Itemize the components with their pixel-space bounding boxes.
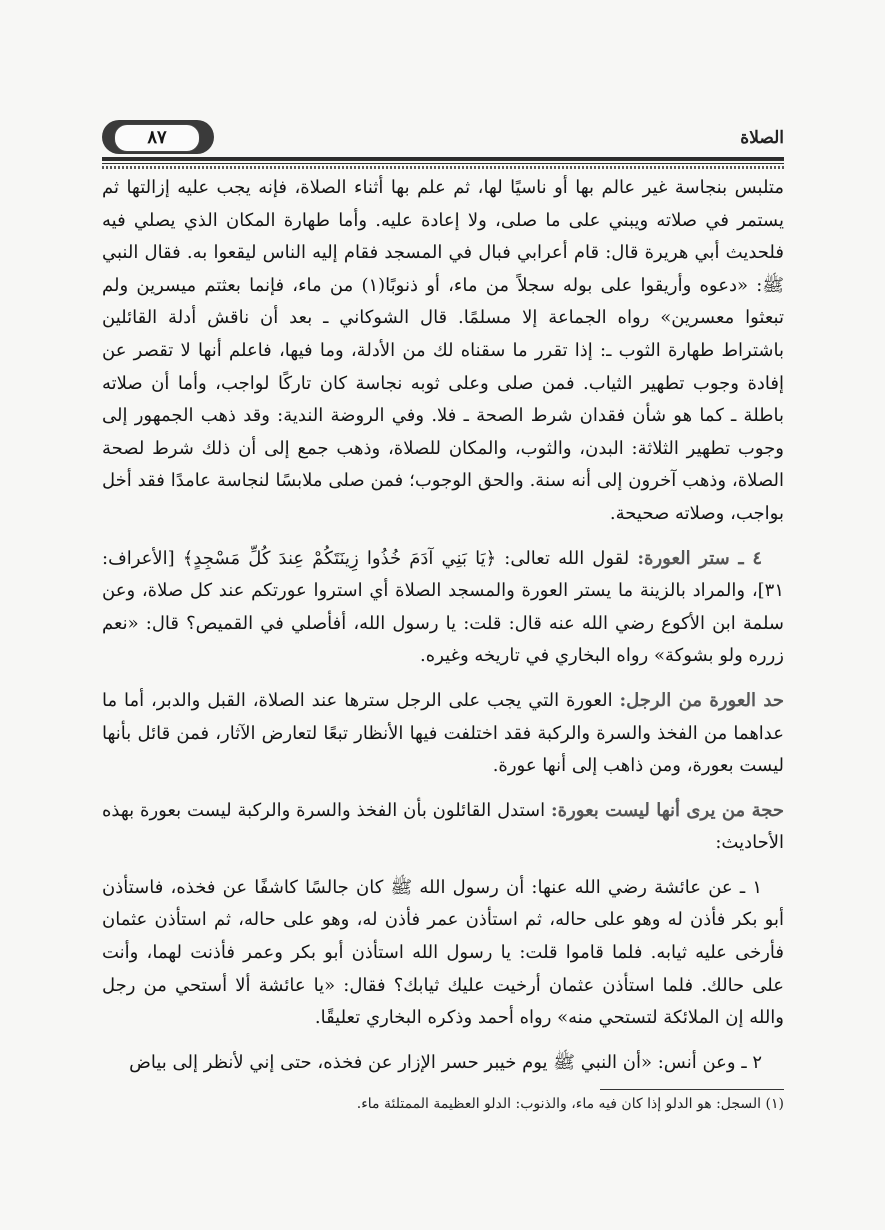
paragraph — [102, 543, 784, 673]
body-text — [102, 172, 784, 1079]
paragraph-text: ١ ـ عن عائشة رضي الله عنها: أن رسول الله ﷺ كان جالسًا كاشفًا عن فخذه، فاستأذن أبو بكر فأذن له وهو على حاله، ثم استأذن عمر فأذن له، وهو على حاله، ثم استأذن عثمان فأرخى عليه ثيابه. فلما قاموا قلت: يا رسول الله استأذن أبو بكر وعمر فأذنت لهما، وأنت على حالك. فلما استأذن عثمان أرخيت عليك ثيابك؟ فقال: «يا عائشة ألا أستحي من رجل والله إن الملائكة لتستحي منه» رواه أحمد وذكره البخاري تعليقًا. — [102, 876, 784, 1029]
footnote-divider — [600, 1089, 784, 1090]
section-heading: حد العورة من الرجل: — [619, 689, 784, 711]
paragraph — [102, 1047, 784, 1080]
section-heading: ٤ ـ ستر العورة: — [637, 547, 762, 569]
paragraph-text: لقول الله تعالى: ﴿يَا بَنِي آدَمَ خُذُوا زِينَتَكُمْ عِندَ كُلِّ مَسْجِدٍ﴾ [الأعراف: ٣١]، والمراد بالزينة ما يستر العورة والمسجد الصلاة أي استروا عورتكم عند كل صلاة، وعن سلمة ابن الأكوع رضي الله عنه قال: قلت: يا رسول الله، أفأصلي في القميص؟ قال: «نعم زرره ولو بشوكة» رواه البخاري في تاريخه وغيره. — [102, 547, 784, 667]
paragraph — [102, 795, 784, 860]
paragraph — [102, 685, 784, 783]
paragraph — [102, 172, 784, 531]
paragraph-text: متلبس بنجاسة غير عالم بها أو ناسيًا لها، ثم علم بها أثناء الصلاة، فإنه يجب عليه إزالتها ثم يستمر في صلاته ويبني على ما صلى، ولا إعادة عليه. وأما طهارة المكان الذي يصلي فيه فلحديث أبي هريرة قال: قام أعرابي فبال في المسجد فقام إليه الناس ليقعوا به. فقال النبي ﷺ: «دعوه وأريقوا على بوله سجلاً من ماء، أو ذنوبًا(١) من ماء، فإنما بعثتم ميسرين ولم تبعثوا معسرين» رواه الجماعة إلا مسلمًا. قال الشوكاني ـ بعد أن ناقش أدلة القائلين باشتراط طهارة الثوب ـ: إذا تقرر ما سقناه لك من الأدلة، وما فيها، فاعلم أنها لا تقصر عن إفادة وجوب تطهير الثياب. فمن صلى وعلى ثوبه نجاسة كان تاركًا لواجب، وأما أن صلاته باطلة ـ كما هو شأن فقدان شرط الصحة ـ فلا. وفي الروضة الندية: وقد ذهب الجمهور إلى وجوب تطهير الثلاثة: البدن، والثوب، والمكان للصلاة، وذهب جمع إلى أن ذلك شرط لصحة الصلاة، وذهب آخرون إلى أنه سنة. والحق الوجوب؛ فمن صلى ملابسًا لنجاسة عامدًا فقد أخل بواجب، وصلاته صحيحة. — [102, 177, 785, 524]
paragraph — [102, 872, 784, 1035]
header-rule-thin — [102, 163, 784, 164]
page-number-badge — [102, 120, 216, 156]
header-rule-thick — [102, 157, 784, 161]
paragraph-text: استدل القائلون بأن الفخذ والسرة والركبة ليست بعورة بهذه الأحاديث: — [102, 799, 784, 854]
paragraph-text: ٢ ـ وعن أنس: «أن النبي ﷺ يوم خيبر حسر الإزار عن فخذه، حتى إني لأنظر إلى بياض — [129, 1051, 762, 1073]
paragraph-text: العورة التي يجب على الرجل سترها عند الصلاة، القبل والدبر، أما ما عداهما من الفخذ والسرة والركبة فقد اختلفت فيها الأنظار تبعًا لتعارض الآثار، فمن قائل بأنها ليست بعورة، ومن ذاهب إلى أنها عورة. — [102, 689, 784, 777]
running-title: الصلاة — [740, 128, 784, 148]
page-number: ٨٧ — [114, 124, 200, 152]
section-heading: حجة من يرى أنها ليست بعورة: — [551, 799, 785, 821]
header-rule-dotted — [102, 166, 784, 169]
footnote: (١) السجل: هو الدلو إذا كان فيه ماء، والذنوب: الدلو العظيمة الممتلئة ماء. — [356, 1096, 784, 1112]
